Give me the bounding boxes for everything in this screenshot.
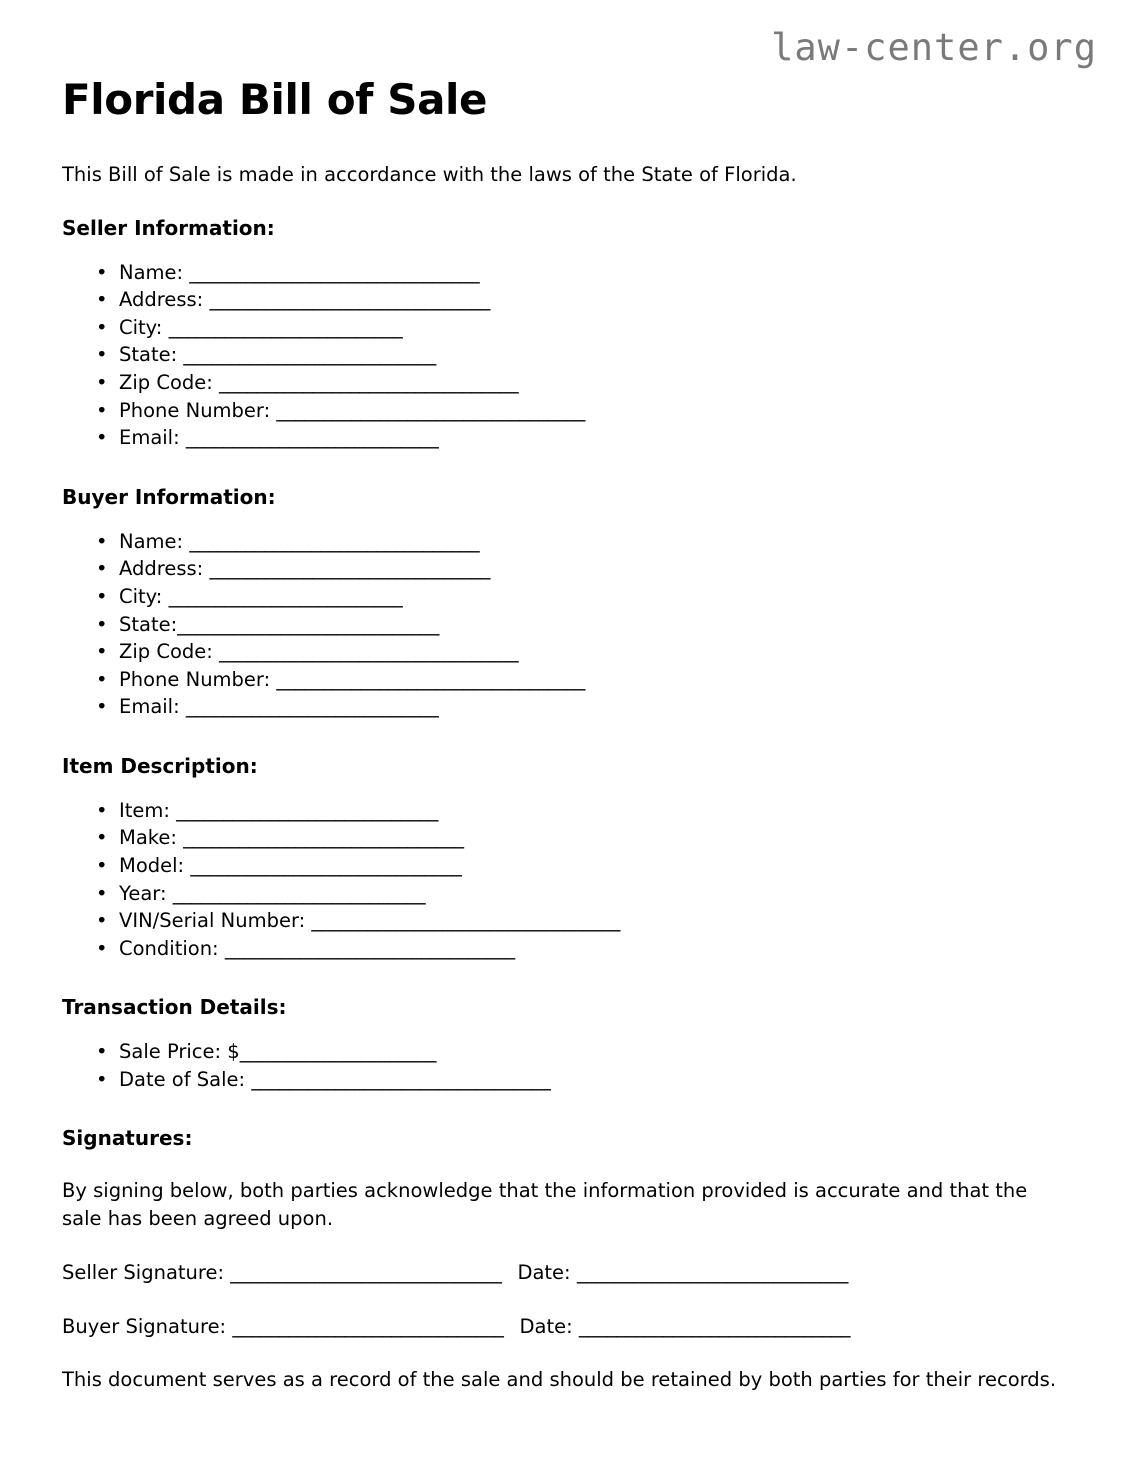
field-label: Condition: [119,936,219,960]
field-label: Model: [119,853,185,877]
field-label: Address: [119,557,204,581]
seller-signature-label: Seller Signature: [62,1260,225,1284]
list-item [62,1038,1067,1066]
seller-signature-row [62,1259,1067,1287]
field-label: City: [119,315,163,339]
list-item [62,341,1067,369]
field-label: Phone Number: [119,398,271,422]
field-label: Name: [119,529,184,553]
section-heading-signatures: Signatures: [62,1126,193,1151]
seller-field-list [62,259,1067,452]
field-blank[interactable]: ____________________________ [177,612,439,636]
field-blank[interactable]: ____________________________ [176,798,438,822]
list-item [62,638,1067,666]
field-blank[interactable]: ______________________________ [209,557,490,581]
list-item [62,1066,1067,1094]
field-label: Item: [119,798,170,822]
page-title: Florida Bill of Sale [62,75,488,124]
list-item [62,852,1067,880]
field-blank[interactable]: _________________________ [168,584,403,608]
field-label: City: [119,584,163,608]
buyer-signature-label: Buyer Signature: [62,1314,227,1338]
field-blank[interactable]: ________________________________ [251,1067,551,1091]
site-watermark: law-center.org [771,26,1097,69]
acknowledgement-paragraph: By signing below, both parties acknowledge that the information provided is accurate and that the sale has been agreed upon. [62,1179,1028,1231]
field-blank[interactable]: ________________________________ [219,640,519,664]
list-item [62,824,1067,852]
field-label: Email: [119,426,180,450]
field-label: Zip Code: [119,371,213,395]
field-label: Email: [119,695,180,719]
field-label: Address: [119,288,204,312]
field-blank[interactable]: _________________________ [168,315,403,339]
list-item [62,555,1067,583]
field-blank[interactable]: _______________________________ [189,260,480,284]
field-label: Phone Number: [119,667,271,691]
field-label: Year: [119,881,167,905]
closing-paragraph: This document serves as a record of the sale and should be retained by both parties for their records. [62,1368,1057,1392]
section-heading-transaction-details: Transaction Details: [62,995,287,1020]
field-blank[interactable]: ________________________________ [219,371,519,395]
list-item [62,259,1067,287]
buyer-signature-row [62,1313,1067,1341]
field-blank[interactable]: ___________________________ [185,426,439,450]
field-blank[interactable]: ___________________________ [183,343,436,367]
list-item [62,583,1067,611]
field-blank[interactable]: _________________________________ [276,398,585,422]
field-label: Date of Sale: [119,1067,246,1091]
list-item [62,424,1067,452]
list-item [62,797,1067,825]
list-item [62,693,1067,721]
field-blank[interactable]: ______________________________ [183,826,464,850]
field-blank[interactable]: _______________________________ [189,529,480,553]
list-item [62,286,1067,314]
buyer-field-list [62,528,1067,721]
section-heading-item-description: Item Description: [62,753,258,778]
seller-signature-blank[interactable]: _____________________________ [230,1260,502,1284]
section-heading-buyer: Buyer Information: [62,484,276,509]
field-blank[interactable]: ___________________________ [172,881,426,905]
field-blank[interactable]: ______________________________ [209,288,490,312]
buyer-date-blank[interactable]: _____________________________ [578,1314,851,1338]
field-blank[interactable]: _________________________________ [276,667,585,691]
buyer-date-label: Date: [519,1314,573,1338]
field-label: VIN/Serial Number: [119,909,306,933]
section-heading-seller: Seller Information: [62,215,275,240]
field-label: Sale Price: $ [119,1040,240,1064]
field-blank[interactable]: _____________________________ [190,853,462,877]
field-label: State: [119,343,178,367]
list-item [62,314,1067,342]
list-item [62,528,1067,556]
field-label: Zip Code: [119,640,213,664]
field-blank[interactable]: ___________________________ [185,695,439,719]
field-label: Name: [119,260,184,284]
item-field-list [62,797,1067,962]
field-blank[interactable]: _______________________________ [224,936,515,960]
seller-date-blank[interactable]: _____________________________ [576,1260,848,1284]
list-item [62,666,1067,694]
list-item [62,397,1067,425]
list-item [62,611,1067,639]
field-blank[interactable]: _________________________________ [311,909,620,933]
intro-paragraph: This Bill of Sale is made in accordance with the laws of the State of Florida. [62,163,797,187]
list-item [62,880,1067,908]
field-label: State: [119,612,178,636]
seller-date-label: Date: [517,1260,571,1284]
list-item [62,369,1067,397]
document-content [62,76,1067,1394]
list-item [62,907,1067,935]
buyer-signature-blank[interactable]: _____________________________ [232,1314,504,1338]
list-item [62,935,1067,963]
transaction-field-list [62,1038,1067,1093]
field-blank[interactable]: _____________________ [239,1040,437,1064]
field-label: Make: [119,826,177,850]
